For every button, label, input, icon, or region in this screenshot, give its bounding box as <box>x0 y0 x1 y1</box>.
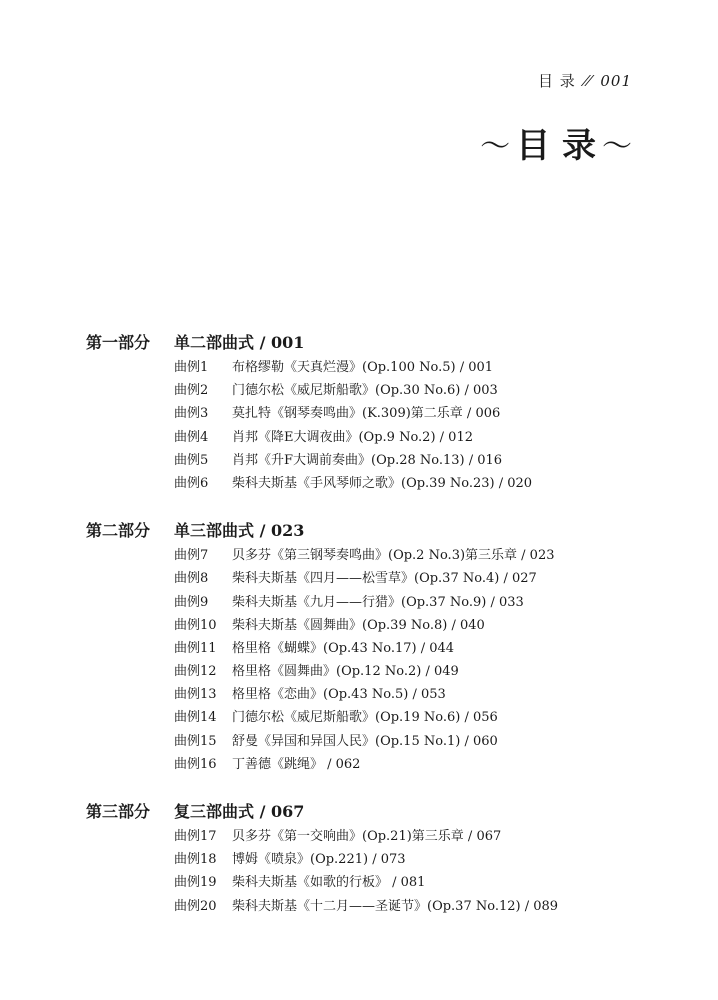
left-ornament-icon: 〜 <box>480 128 511 164</box>
toc-entry[interactable] <box>86 895 646 918</box>
entry-text: 柴科夫斯基《四月——松雪草》(Op.37 No.4) / 027 <box>232 571 537 587</box>
toc-entry[interactable] <box>86 356 646 379</box>
entry-text: 柴科夫斯基《九月——行猎》(Op.37 No.9) / 033 <box>232 594 524 610</box>
toc-entry[interactable] <box>86 706 646 729</box>
entry-label: 曲例1 <box>174 360 209 375</box>
entry-label: 曲例18 <box>174 852 217 868</box>
entry-label: 曲例2 <box>174 383 209 399</box>
entry-text: 肖邦《降E大调夜曲》(Op.9 No.2) / 012 <box>232 429 473 445</box>
entry-text: 柴科夫斯基《手风琴师之歌》(Op.39 No.23) / 020 <box>232 475 533 491</box>
entry-text: 柴科夫斯基《圆舞曲》(Op.39 No.8) / 040 <box>232 617 485 633</box>
toc-entry[interactable] <box>86 379 646 402</box>
right-ornament-icon: 〜 <box>602 128 632 164</box>
toc-entry[interactable] <box>86 449 646 472</box>
page-title-text: 目 录 <box>516 126 596 166</box>
entry-text: 柴科夫斯基《十二月——圣诞节》(Op.37 No.12) / 089 <box>232 898 559 914</box>
entry-label: 曲例13 <box>174 687 217 703</box>
entry-label: 曲例5 <box>174 452 209 468</box>
toc-entry[interactable] <box>86 660 646 683</box>
toc-entry[interactable] <box>86 871 646 894</box>
running-head-separator: ⁄⁄ <box>584 72 592 90</box>
entry-label: 曲例8 <box>174 571 209 587</box>
table-of-contents <box>86 330 646 941</box>
toc-part <box>86 518 646 776</box>
entry-label: 曲例16 <box>174 756 217 772</box>
entry-label: 曲例7 <box>174 548 209 564</box>
running-head <box>538 70 632 91</box>
part-label: 第二部分 <box>86 521 151 541</box>
entry-text: 门德尔松《威尼斯船歌》(Op.19 No.6) / 056 <box>232 710 498 726</box>
entry-text: 贝多芬《第一交响曲》(Op.21)第三乐章 / 067 <box>232 829 502 844</box>
page-title <box>480 118 632 167</box>
entry-label: 曲例9 <box>174 594 209 610</box>
entry-text: 柴科夫斯基《如歌的行板》 / 081 <box>232 875 426 891</box>
entry-text: 布格缪勒《天真烂漫》(Op.100 No.5) / 001 <box>232 360 494 375</box>
entry-text: 格里格《蝴蝶》(Op.43 No.17) / 044 <box>232 640 455 656</box>
part-title: 复三部曲式 / 067 <box>174 802 305 821</box>
entry-label: 曲例6 <box>174 475 209 491</box>
entry-text: 丁善德《跳绳》 / 062 <box>232 756 361 772</box>
toc-entry[interactable] <box>86 544 646 567</box>
toc-entry[interactable] <box>86 614 646 637</box>
part-heading[interactable] <box>86 330 646 356</box>
toc-entry[interactable] <box>86 637 646 660</box>
toc-entry[interactable] <box>86 402 646 425</box>
toc-entry[interactable] <box>86 730 646 753</box>
part-label: 第一部分 <box>86 333 151 352</box>
entry-label: 曲例19 <box>174 875 217 891</box>
toc-part <box>86 799 646 918</box>
entry-text: 舒曼《异国和异国人民》(Op.15 No.1) / 060 <box>232 733 498 749</box>
part-label: 第三部分 <box>86 802 151 821</box>
entry-text: 格里格《圆舞曲》(Op.12 No.2) / 049 <box>232 664 459 680</box>
entry-label: 曲例12 <box>174 664 217 680</box>
toc-entry[interactable] <box>86 472 646 495</box>
entry-text: 肖邦《升F大调前奏曲》(Op.28 No.13) / 016 <box>232 452 503 468</box>
entry-label: 曲例4 <box>174 429 209 445</box>
entry-text: 格里格《恋曲》(Op.43 No.5) / 053 <box>232 687 446 703</box>
entry-label: 曲例3 <box>174 406 209 422</box>
entry-label: 曲例20 <box>174 898 217 914</box>
part-heading[interactable] <box>86 799 646 825</box>
entry-label: 曲例14 <box>174 710 217 726</box>
toc-part <box>86 330 646 495</box>
page-number: 001 <box>600 72 632 90</box>
entry-text: 门德尔松《威尼斯船歌》(Op.30 No.6) / 003 <box>232 383 498 399</box>
toc-entry[interactable] <box>86 848 646 871</box>
entry-label: 曲例11 <box>174 640 217 656</box>
part-heading[interactable] <box>86 518 646 544</box>
entry-text: 莫扎特《钢琴奏鸣曲》(K.309)第二乐章 / 006 <box>232 406 501 422</box>
toc-entry[interactable] <box>86 683 646 706</box>
entry-label: 曲例17 <box>174 829 217 844</box>
toc-entry[interactable] <box>86 753 646 776</box>
part-title: 单三部曲式 / 023 <box>174 521 305 541</box>
entry-text: 博姆《喷泉》(Op.221) / 073 <box>232 852 406 868</box>
toc-entry[interactable] <box>86 591 646 614</box>
toc-entry[interactable] <box>86 426 646 449</box>
toc-entry[interactable] <box>86 825 646 848</box>
running-head-label: 目 录 <box>538 72 576 90</box>
entry-label: 曲例10 <box>174 617 217 633</box>
toc-entry[interactable] <box>86 567 646 590</box>
part-title: 单二部曲式 / 001 <box>174 333 305 352</box>
entry-label: 曲例15 <box>174 733 217 749</box>
entry-text: 贝多芬《第三钢琴奏鸣曲》(Op.2 No.3)第三乐章 / 023 <box>232 548 555 564</box>
